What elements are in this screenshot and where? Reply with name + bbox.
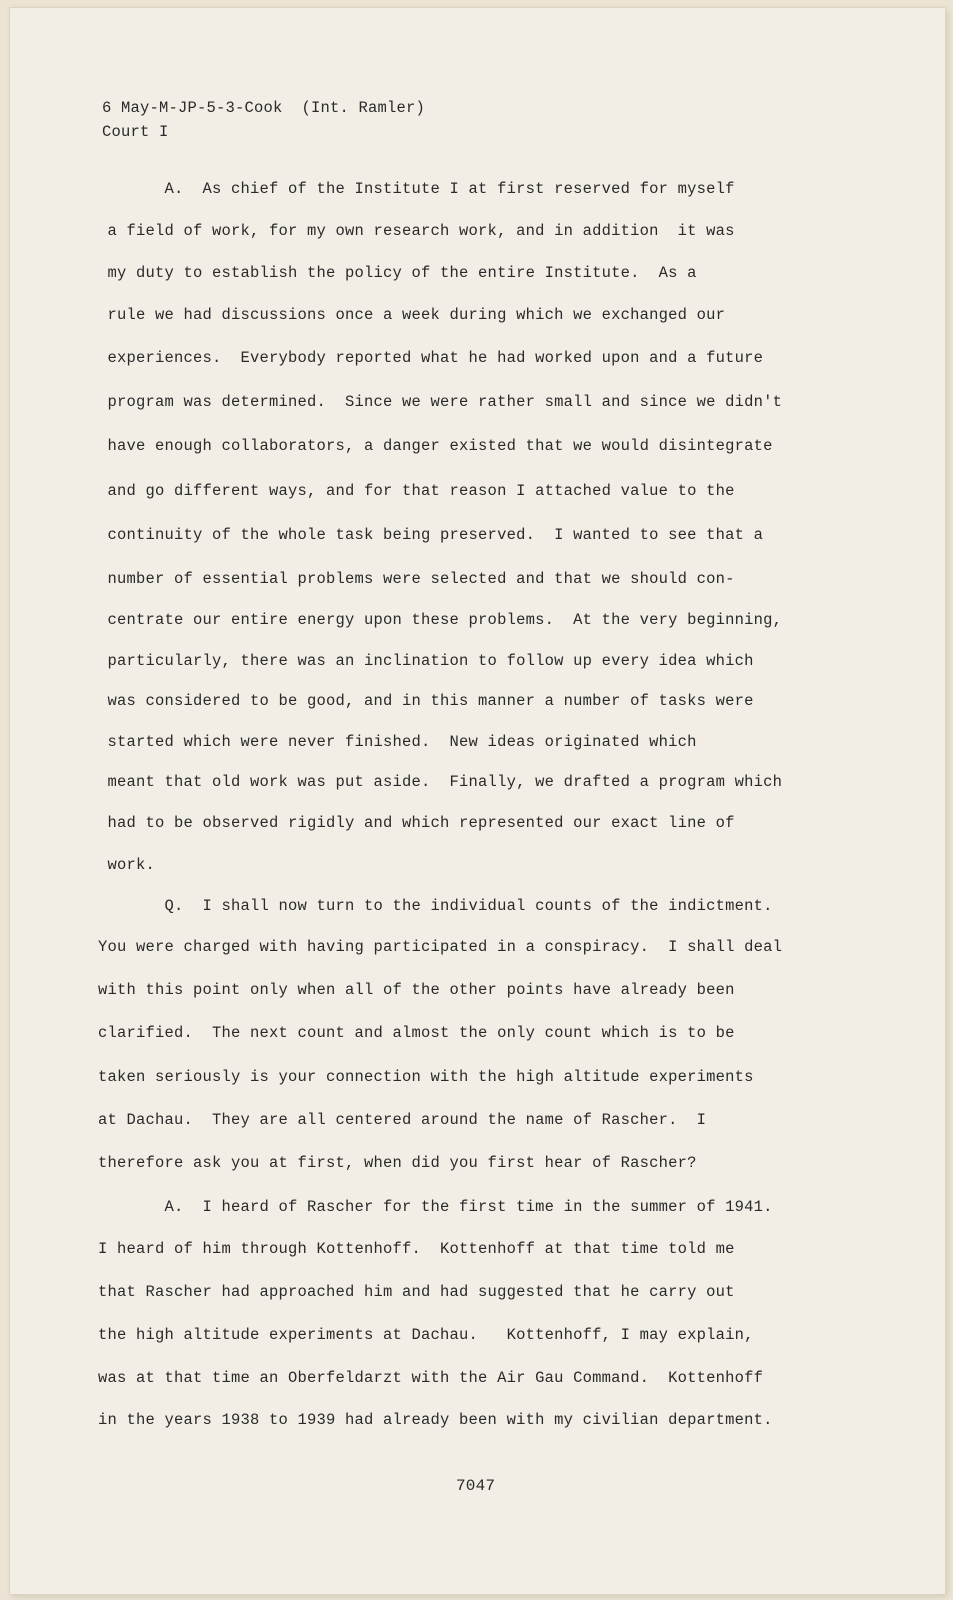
body-line: A. I heard of Rascher for the first time in the summer of 1941. <box>98 1198 773 1216</box>
body-line: meant that old work was put aside. Finally, we drafted a program which <box>98 773 783 791</box>
body-line: in the years 1938 to 1939 had already been with my civilian department. <box>98 1411 773 1429</box>
body-line: continuity of the whole task being preserved. I wanted to see that a <box>98 526 764 544</box>
body-line: particularly, there was an inclination to follow up every idea which <box>98 652 754 670</box>
header-line-1: 6 May-M-JP-5-3-Cook (Int. Ramler) <box>102 99 426 117</box>
body-line: experiences. Everybody reported what he had worked upon and a future <box>98 349 764 367</box>
header-line-2: Court I <box>102 123 169 141</box>
page-number: 7047 <box>456 1477 496 1495</box>
body-line: A. As chief of the Institute I at first reserved for myself <box>98 180 735 198</box>
body-line: started which were never finished. New ideas originated which <box>98 733 697 751</box>
body-line: rule we had discussions once a week during which we exchanged our <box>98 306 726 324</box>
body-line: therefore ask you at first, when did you first hear of Rascher? <box>98 1154 697 1172</box>
body-line: was considered to be good, and in this manner a number of tasks were <box>98 692 754 710</box>
body-line: my duty to establish the policy of the entire Institute. As a <box>98 264 697 282</box>
body-line: and go different ways, and for that reason I attached value to the <box>98 482 735 500</box>
body-line: number of essential problems were selected and that we should con- <box>98 570 735 588</box>
body-line: clarified. The next count and almost the only count which is to be <box>98 1024 735 1042</box>
body-line: had to be observed rigidly and which represented our exact line of <box>98 814 735 832</box>
body-line: the high altitude experiments at Dachau. Kottenhoff, I may explain, <box>98 1326 754 1344</box>
body-line: You were charged with having participated in a conspiracy. I shall deal <box>98 938 783 956</box>
body-line: centrate our entire energy upon these problems. At the very beginning, <box>98 611 783 629</box>
body-line: Q. I shall now turn to the individual counts of the indictment. <box>98 897 773 915</box>
body-line: that Rascher had approached him and had suggested that he carry out <box>98 1283 735 1301</box>
document-page <box>10 8 945 1594</box>
body-line: have enough collaborators, a danger existed that we would disintegrate <box>98 437 773 455</box>
body-line: was at that time an Oberfeldarzt with the Air Gau Command. Kottenhoff <box>98 1369 764 1387</box>
body-line: program was determined. Since we were rather small and since we didn't <box>98 393 783 411</box>
body-line: I heard of him through Kottenhoff. Kottenhoff at that time told me <box>98 1240 735 1258</box>
body-line: work. <box>98 856 156 874</box>
body-line: at Dachau. They are all centered around the name of Rascher. I <box>98 1111 707 1129</box>
body-line: with this point only when all of the other points have already been <box>98 981 735 999</box>
body-line: a field of work, for my own research work, and in addition it was <box>98 222 735 240</box>
body-line: taken seriously is your connection with the high altitude experiments <box>98 1068 754 1086</box>
